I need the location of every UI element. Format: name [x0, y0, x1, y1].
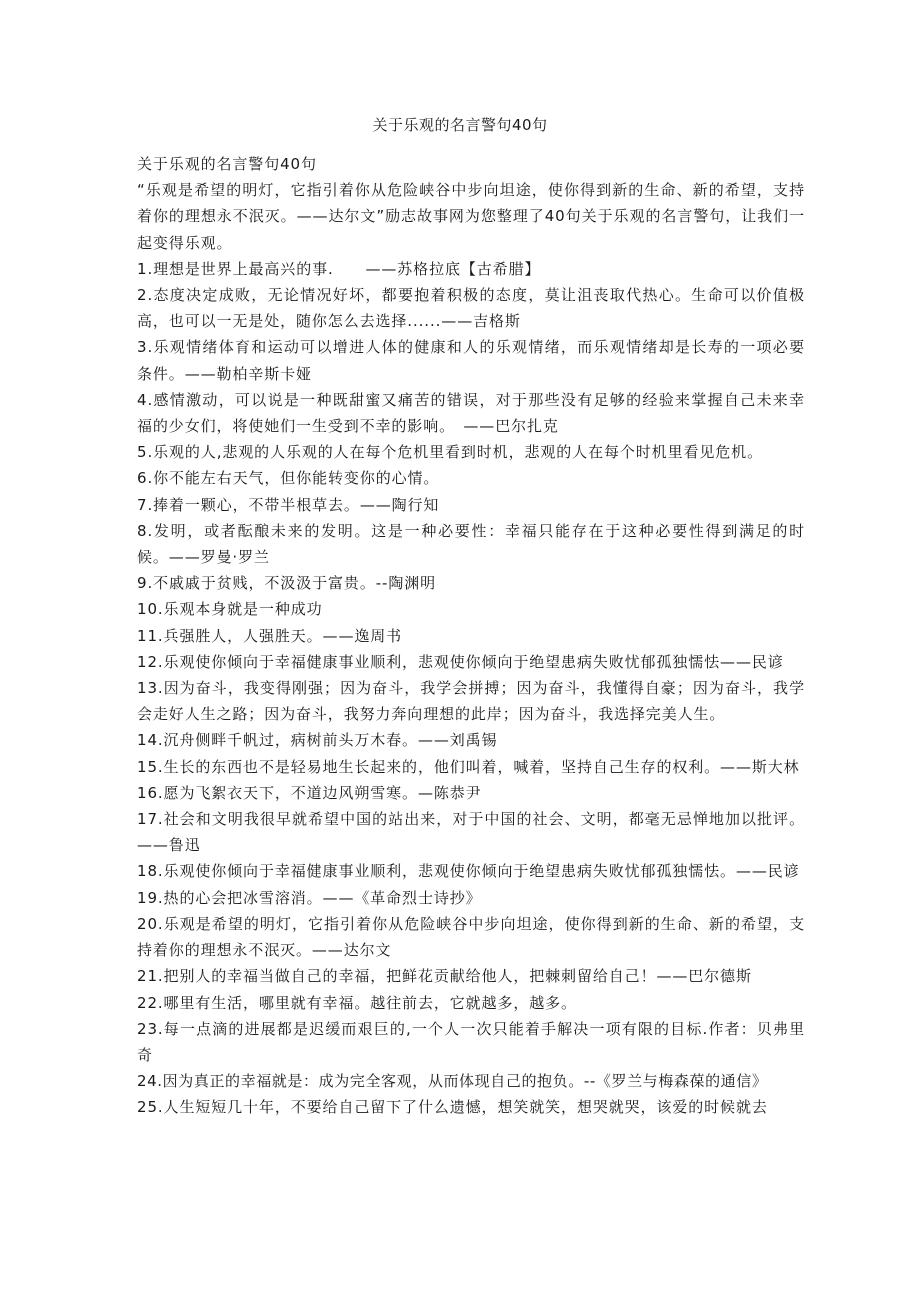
quote-22: 22.哪里有生活，哪里就有幸福。越往前去，它就越多，越多。 — [137, 993, 577, 1012]
quote-21: 21.把别人的幸福当做自己的幸福，把鲜花贡献给他人，把棘刺留给自己！——巴尔德斯 — [137, 967, 752, 986]
quote-8: 8.发明，或者酝酿未来的发明。这是一种必要性：幸福只能存在于这种必要性得到满足的时候。——罗曼·罗兰 — [137, 521, 805, 567]
quote-10: 10.乐观本身就是一种成功 — [137, 600, 323, 619]
quote-11: 11.兵强胜人，人强胜天。——逸周书 — [137, 626, 403, 645]
quote-5: 5.乐观的人,悲观的人乐观的人在每个危机里看到时机，悲观的人在每个时机里看见危机。 — [137, 443, 763, 462]
intro-paragraph: “乐观是希望的明灯，它指引着你从危险峡谷中步向坦途，使你得到新的生命、新的希望，支持着你的理想永不泯灭。——达尔文”励志故事网为您整理了40句关于乐观的名言警句，让我们一起变得乐观。 — [137, 181, 805, 252]
quote-23: 23.每一点滴的进展都是迟缓而艰巨的,一个人一次只能着手解决一项有限的目标.作者：贝弗里奇 — [137, 1019, 805, 1064]
quote-12: 12.乐观使你倾向于幸福健康事业顺利，悲观使你倾向于绝望患病失败忧郁孤独懦怯——民谚 — [137, 652, 784, 671]
quote-16: 16.愿为飞絮衣天下，不道边风朔雪寒。—陈恭尹 — [137, 783, 482, 802]
quote-13: 13.因为奋斗，我变得刚强；因为奋斗，我学会拼搏；因为奋斗，我懂得自豪；因为奋斗，我学会走好人生之路；因为奋斗，我努力奔向理想的此岸；因为奋斗，我选择完美人生。 — [137, 679, 805, 724]
subtitle: 关于乐观的名言警句40句 — [137, 155, 317, 173]
quote-24: 24.因为真正的幸福就是：成为完全客观，从而体现自己的抱负。--《罗兰与梅森葆的通信》 — [137, 1072, 768, 1091]
quote-20: 20.乐观是希望的明灯，它指引着你从危险峡谷中步向坦途，使你得到新的生命、新的希望，支持着你的理想永不泯灭。——达尔文 — [137, 914, 805, 960]
quote-25: 25.人生短短几十年，不要给自己留下了什么遗憾，想笑就笑，想哭就哭，该爱的时候就去 — [137, 1098, 768, 1117]
quote-15: 15.生长的东西也不是轻易地生长起来的，他们叫着，喊着，坚持自己生存的权利。——斯大林 — [137, 757, 800, 776]
quote-9: 9.不戚戚于贫贱，不汲汲于富贵。--陶渊明 — [137, 574, 437, 593]
document-title: 关于乐观的名言警句40句 — [372, 116, 548, 134]
quote-17: 17.社会和文明我很早就希望中国的站出来，对于中国的社会、文明，都毫无忌惮地加以批评。——鲁迅 — [137, 810, 805, 855]
quote-18: 18.乐观使你倾向于幸福健康事业顺利，悲观使你倾向于绝望患病失败忧郁孤独懦怯。——民谚 — [137, 862, 800, 881]
quote-3: 3.乐观情绪体育和运动可以增进人体的健康和人的乐观情绪，而乐观情绪却是长寿的一项必要条件。——勒柏辛斯卡娅 — [137, 338, 805, 383]
quote-7: 7.捧着一颗心，不带半根草去。——陶行知 — [137, 495, 440, 514]
quote-19: 19.热的心会把冰雪溶消。——《革命烈士诗抄》 — [137, 888, 482, 907]
quote-2: 2.态度决定成败，无论情况好坏，都要抱着积极的态度，莫让沮丧取代热心。生命可以价值极高，也可以一无是处，随你怎么去选择......——吉格斯 — [137, 286, 805, 331]
quote-4: 4.感情激动，可以说是一种既甜蜜又痛苦的错误，对于那些没有足够的经验来掌握自己未来幸福的少女们，将使她们一生受到不幸的影响。 ——巴尔扎克 — [137, 390, 805, 436]
quote-6: 6.你不能左右天气，但你能转变你的心情。 — [137, 469, 440, 488]
document-body — [137, 151, 805, 1121]
quote-1: 1.理想是世界上最高兴的事. ——苏格拉底【古希腊】 — [137, 259, 541, 278]
quote-14: 14.沉舟侧畔千帆过，病树前头万木春。——刘禹锡 — [137, 731, 498, 750]
